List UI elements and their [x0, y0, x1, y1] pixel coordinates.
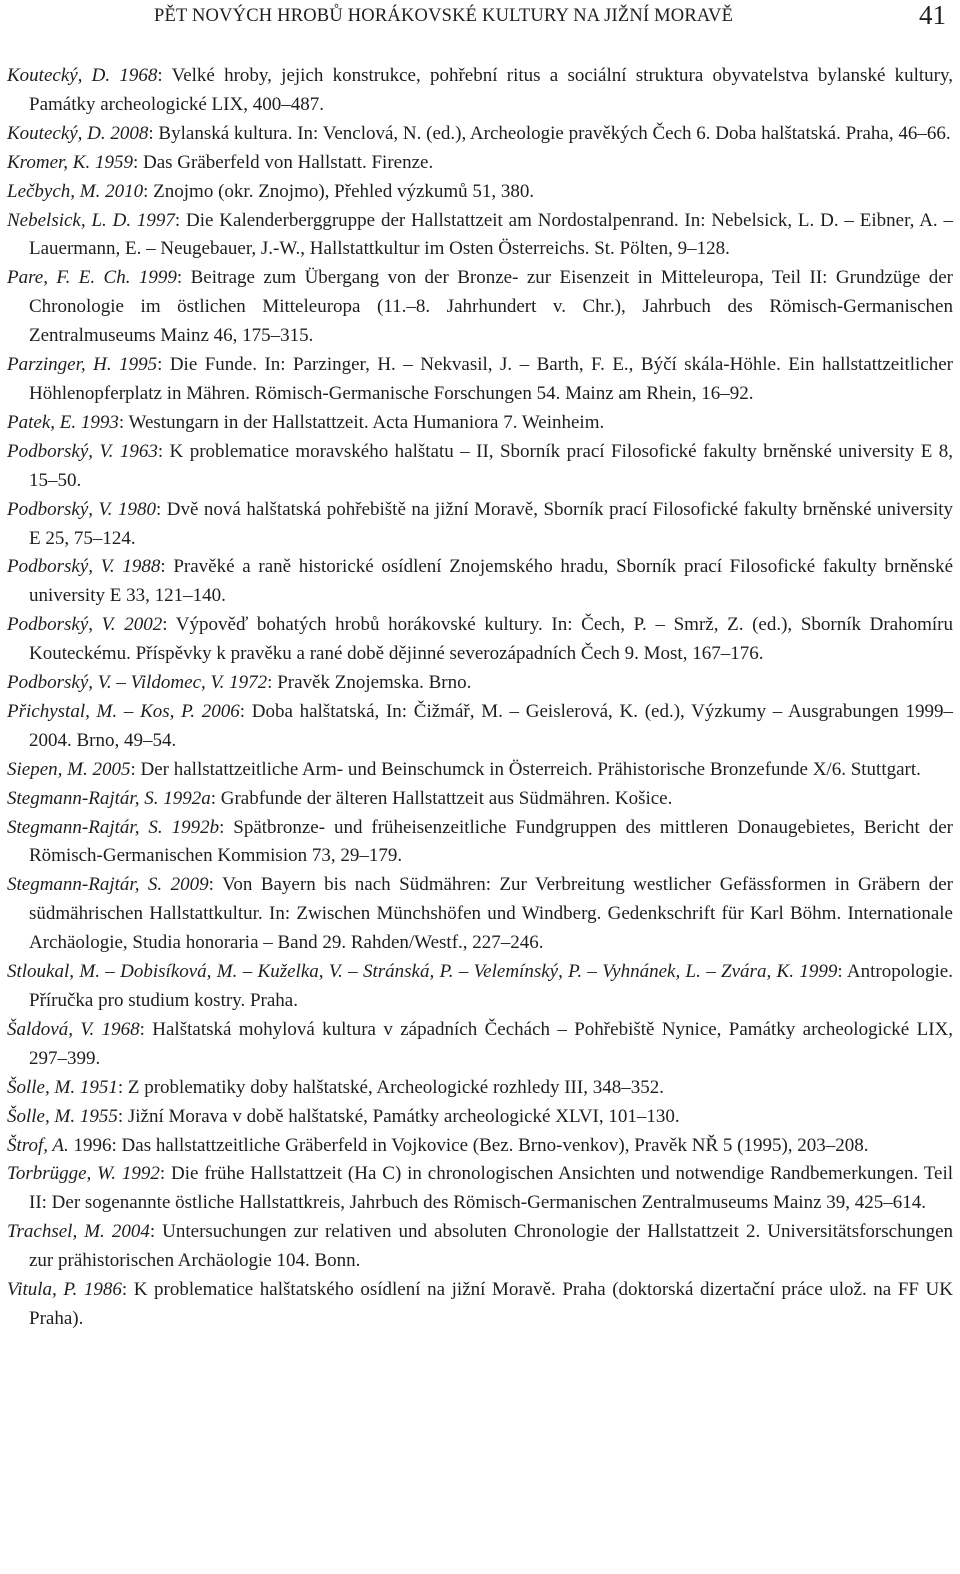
reference-year: 1963	[119, 440, 158, 462]
reference-year: 1968	[101, 1018, 140, 1040]
reference-year: 2009	[170, 874, 209, 896]
reference-entry	[7, 438, 953, 496]
reference-text: : Bylanská kultura. In: Venclová, N. (ed.), Archeologie pravěkých Čech 6. Doba halštatská. Praha, 46–66.	[148, 122, 951, 144]
reference-entry	[7, 264, 953, 351]
reference-year: 1959	[94, 151, 133, 173]
reference-text: : Untersuchungen zur relativen und absoluten Chronologie der Hallstattzeit 2. Universitätsforschungen zur prähistorischen Archäologie 104. Bonn.	[29, 1221, 954, 1272]
reference-year: 1951	[79, 1076, 118, 1098]
reference-author: Kromer, K.	[7, 151, 91, 173]
reference-author: Podborský, V.	[7, 498, 113, 520]
reference-entry	[7, 1276, 953, 1334]
reference-entry	[7, 756, 953, 785]
reference-year: 1999	[799, 961, 838, 983]
reference-text: : Beitrage zum Übergang von der Bronze- zur Eisenzeit in Mitteleuropa, Teil II: Grundzüge der Chronologie im östlichen Mitteleuropa (11.–8. Jahrhundert v. Chr.), Jahrbuch des Römisch-Germanischen Zentralmuseums Mainz 46, 175–315.	[29, 267, 954, 347]
reference-author: Vitula, P.	[7, 1279, 78, 1301]
reference-list	[7, 62, 953, 1334]
reference-entry	[7, 814, 953, 872]
reference-year: 1992a	[163, 787, 211, 809]
reference-year: 2005	[92, 758, 131, 780]
reference-author: Šaldová, V.	[7, 1018, 95, 1040]
reference-year: 1997	[136, 209, 175, 231]
reference-year: 2002	[124, 614, 163, 636]
reference-year: 2010	[105, 180, 144, 202]
reference-year: 2004	[111, 1221, 150, 1243]
reference-entry	[7, 149, 953, 178]
reference-entry	[7, 351, 953, 409]
reference-author: Stloukal, M. – Dobisíková, M. – Kuželka, V. – Stránská, P. – Velemínský, P. – Vyhnánek, L. – Zvára, K.	[7, 961, 794, 983]
reference-author: Šolle, M.	[7, 1076, 76, 1098]
reference-text: : Spätbronze- und früheisenzeitliche Fundgruppen des mittleren Donaugebietes, Bericht der Römisch-Germanischen Kommision 73, 29–179.	[29, 816, 954, 867]
reference-text: : Der hallstattzeitliche Arm- und Beinschumck in Österreich. Prähistorische Bronzefunde X/6. Stuttgart.	[130, 758, 921, 780]
reference-entry	[7, 496, 953, 554]
reference-entry	[7, 1103, 953, 1132]
reference-text: : Výpověď bohatých hrobů horákovské kultury. In: Čech, P. – Smrž, Z. (ed.), Sborník Drahomíru Kouteckému. Příspěvky k pravěku a rané době dějinné severozápadních Čech 9. Most, 167–176.	[29, 614, 954, 665]
reference-text: : Westungarn in der Hallstattzeit. Acta Humaniora 7. Weinheim.	[118, 411, 605, 433]
reference-author: Torbrügge, W.	[7, 1163, 116, 1185]
reference-entry	[7, 1132, 953, 1161]
reference-text: : Z problematiky doby halštatské, Archeologické rozhledy III, 348–352.	[117, 1076, 664, 1098]
reference-text: : Doba halštatská, In: Čižmář, M. – Geislerová, K. (ed.), Výzkumy – Ausgrabungen 1999–2004. Brno, 49–54.	[29, 700, 953, 751]
reference-author: Patek, E.	[7, 411, 77, 433]
reference-year: 1999	[138, 267, 177, 289]
reference-author: Nebelsick, L. D.	[7, 209, 132, 231]
reference-entry	[7, 871, 953, 958]
reference-entry	[7, 1160, 953, 1218]
reference-year: 1995	[119, 354, 158, 376]
reference-author: Přichystal, M. – Kos, P.	[7, 700, 196, 722]
reference-entry	[7, 207, 953, 265]
reference-text: : K problematice moravského halštatu – II, Sborník prací Filosofické fakulty brněnské university E 8, 15–50.	[29, 440, 954, 491]
reference-entry	[7, 120, 953, 149]
reference-year: 1993	[80, 411, 119, 433]
reference-year: 1968	[119, 65, 158, 86]
reference-author: Koutecký, D.	[7, 65, 111, 86]
reference-entry	[7, 785, 953, 814]
reference-year: 1992	[121, 1163, 160, 1185]
reference-entry	[7, 958, 953, 1016]
reference-author: Stegmann-Rajtár, S.	[7, 816, 163, 838]
reference-year: 1980	[117, 498, 156, 520]
reference-entry	[7, 698, 953, 756]
reference-text: : Antropologie. Příručka pro studium kostry. Praha.	[29, 961, 953, 1011]
reference-text: : Von Bayern bis nach Südmähren: Zur Verbreitung westlicher Gefässformen in Gräbern der südmährischen Hallstattkultur. In: Zwischen Münchshöfen und Windberg. Gedenkschrift für Karl Böhm. Internationale Archäologie, Studia honoraria – Band 29. Rahden/Westf., 227–246.	[29, 874, 953, 954]
page-header	[7, 0, 953, 62]
reference-year: 2006	[201, 700, 240, 722]
reference-entry	[7, 669, 953, 698]
reference-text: : Grabfunde der älteren Hallstattzeit aus Südmähren. Košice.	[210, 787, 673, 809]
reference-entry	[7, 611, 953, 669]
reference-text: : Pravěk Znojemska. Brno.	[267, 672, 472, 694]
reference-author: Pare, F. E. Ch.	[7, 267, 131, 289]
reference-year: 1955	[79, 1105, 118, 1127]
reference-year: 1992b	[171, 816, 220, 838]
reference-year: 1986	[83, 1279, 122, 1301]
reference-entry	[7, 1218, 953, 1276]
reference-text: : Halštatská mohylová kultura v západních Čechách – Pohřebiště Nynice, Památky archeologické LIX, 297–399.	[29, 1018, 953, 1069]
reference-text: : Pravěké a raně historické osídlení Znojemského hradu, Sborník prací Filosofické fakulty brněnské university E 33, 121–140.	[29, 556, 953, 607]
reference-author: Trachsel, M.	[7, 1221, 105, 1243]
reference-author: Podborský, V.	[7, 440, 114, 462]
reference-text: : Das Gräberfeld von Hallstatt. Firenze.	[132, 151, 434, 173]
reference-year: 1988	[122, 556, 161, 578]
reference-text: 1996: Das hallstattzeitliche Gräberfeld in Vojkovice (Bez. Brno-venkov), Pravěk NŘ 5 (1995), 203–208.	[73, 1134, 869, 1156]
running-title: PĚT NOVÝCH HROBŮ HORÁKOVSKÉ KULTURY NA JIŽNÍ MORAVĚ	[154, 6, 734, 26]
reference-text: : K problematice halštatského osídlení na jižní Moravě. Praha (doktorská dizertační práce ulož. na FF UK Praha).	[29, 1279, 953, 1329]
reference-entry	[7, 409, 953, 438]
reference-author: Podborský, V. – Vildomec, V.	[7, 672, 225, 694]
reference-text: : Die frühe Hallstattzeit (Ha C) in chronologischen Ansichten und notwendige Randbemerkungen. Teil II: Der sogenannte östliche Hallstattkreis, Jahrbuch des Römisch-Germanischen Zentralmuseums Mainz 39, 425–614.	[29, 1163, 954, 1214]
reference-text: : Dvě nová halštatská pohřebiště na jižní Moravě, Sborník prací Filosofické fakulty brněnské university E 25, 75–124.	[29, 498, 953, 549]
reference-text: : Jižní Morava v době halštatské, Památky archeologické XLVI, 101–130.	[117, 1105, 680, 1127]
reference-entry	[7, 1016, 953, 1074]
reference-year: 2008	[110, 122, 149, 144]
reference-author: Siepen, M.	[7, 758, 88, 780]
reference-text: : Die Funde. In: Parzinger, H. – Nekvasil, J. – Barth, F. E., Býčí skála-Höhle. Ein hallstattzeitlicher Höhlenopferplatz in Mähren. Römisch-Germanische Forschungen 54. Mainz am Rhein, 16–92.	[29, 354, 953, 404]
reference-year: 1972	[229, 672, 268, 694]
reference-entry	[7, 1074, 953, 1103]
reference-entry	[7, 62, 953, 120]
reference-author: Podborský, V.	[7, 614, 116, 636]
reference-entry	[7, 178, 953, 207]
reference-entry	[7, 553, 953, 611]
reference-author: Šolle, M.	[7, 1105, 76, 1127]
reference-author: Stegmann-Rajtár, S.	[7, 874, 163, 896]
reference-author: Podborský, V.	[7, 556, 115, 578]
reference-author: Lečbych, M.	[7, 180, 101, 202]
page-number: 41	[919, 0, 946, 30]
reference-author: Štrof, A.	[7, 1134, 69, 1156]
reference-author: Koutecký, D.	[7, 122, 106, 144]
reference-text: : Znojmo (okr. Znojmo), Přehled výzkumů 51, 380.	[143, 180, 535, 202]
reference-author: Parzinger, H.	[7, 354, 112, 376]
reference-text: : Die Kalenderberggruppe der Hallstattzeit am Nordostalpenrand. In: Nebelsick, L. D. – Eibner, A. – Lauermann, E. – Neugebauer, J.-W., Hallstattkultur im Osten Österreichs. St. Pölten, 9–128.	[29, 209, 953, 260]
reference-author: Stegmann-Rajtár, S.	[7, 787, 159, 809]
reference-text: : Velké hroby, jejich konstrukce, pohřební ritus a sociální struktura obyvatelstva bylanské kultury, Památky archeologické LIX, 400–487.	[29, 65, 954, 115]
